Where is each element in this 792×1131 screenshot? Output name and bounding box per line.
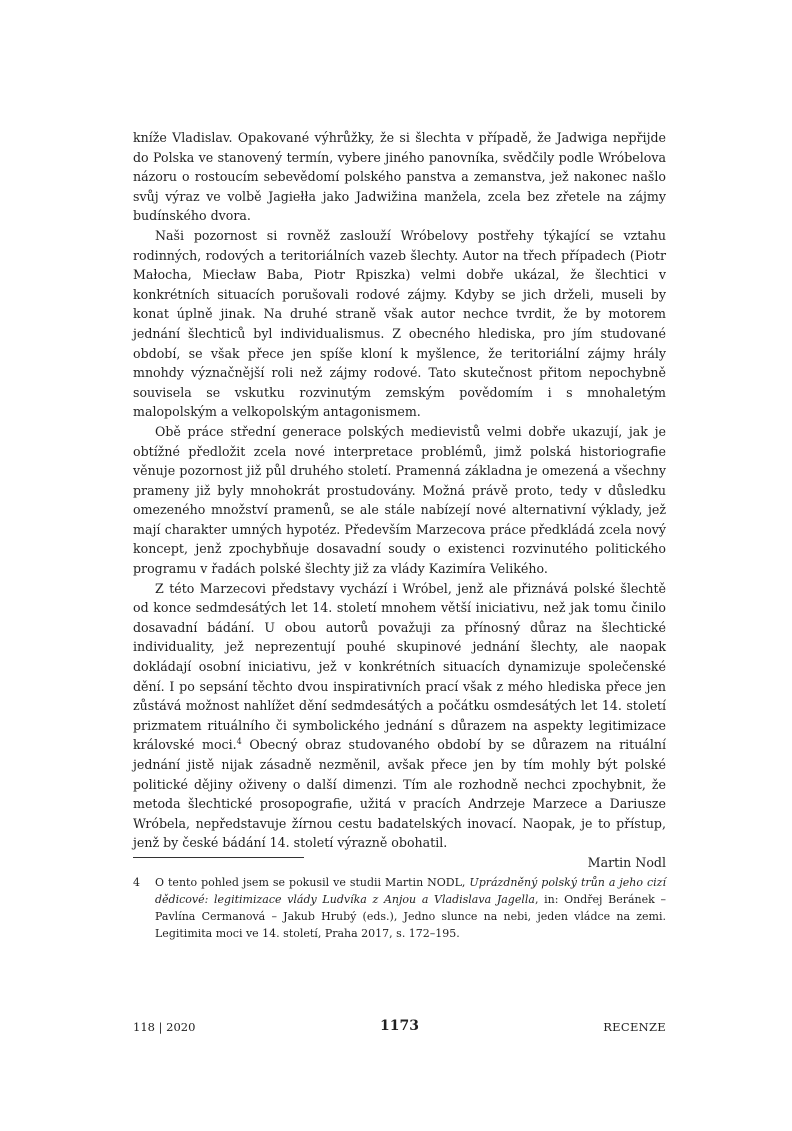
footnote-text <box>155 874 666 942</box>
body-text <box>133 128 666 873</box>
paragraph-2: Naši pozornost si rovněž zaslouží Wróbelovy postřehy týkající se vztahu rodinných, rodových a teritoriálních vazeb šlechty. Autor na třech případech (Piotr Małocha, Miecław Baba, Piotr Rpiszka) velmi dobře ukázal, že šlechtici v konkrétních situacích porušovali rodové zájmy. Kdyby se jich drželi, museli by konat úplně jinak. Na druhé straně však autor nechce tvrdit, že by motorem jednání šlechticů byl individualismus. Z obecného hlediska, pro jím studované období, se však přece jen spíše kloní k myšlence, že teritoriální zájmy hrály mnohdy význačnější roli než zájmy rodové. Tato skutečnost přitom nepochybně souvisela se vskutku rozvinutým zemským povědomím i s mnohaletým malopolským a velkopolským antagonismem. <box>133 227 666 420</box>
footnote-text-before: O tento pohled jsem se pokusil ve studii Martin NODL, <box>155 876 470 889</box>
footer-section: RECENZE <box>603 1020 666 1034</box>
paragraph-4-continuation: Obecný obraz studovaného období by se důrazem na rituální jednání jistě nijak zásadně nezměnil, avšak přece jen by tím mohly být polské politické dějiny oživeny o další dimenzi. Tím ale rozhodně nechci zpochybnit, že metoda šlechtické prosopografie, užitá v pracích Andrzeje Marzece a Dariusze Wróbela, nepředstavuje žírnou cestu badatelských inovací. Naopak, je to přístup, jenž by české bádání 14. století výrazně obohatil. <box>133 737 667 851</box>
footnote <box>133 874 666 942</box>
author-signature: Martin Nodl <box>587 854 666 870</box>
paragraph-1: kníže Vladislav. Opakované výhrůžky, že si šlechta v případě, že Jadwiga nepřijde do Polska ve stanovený termín, vybere jiného panovníka, svědčily podle Wróbelova názoru o rostoucím sebevědomí polského panstva a zemanstva, jež nakonec našlo svůj výraz ve volbě Jagiełła jako Jadwižina manžela, zcela bez zřetele na zájmy budínského dvora. <box>133 130 666 224</box>
footnote-text-after: , in: Ondřej Beránek – Pavlína Cermanová – Jakub Hrubý (eds.), Jedno slunce na nebi, jeden vládce na zemi. Legitimita moci ve 14. století, Praha 2017, s. 172–195. <box>155 893 666 940</box>
page-footer <box>133 1018 666 1038</box>
footnote-divider <box>133 857 304 858</box>
footnote-reference[interactable]: 4 <box>236 737 242 747</box>
page-number: 1173 <box>380 1018 419 1034</box>
footer-volume: 118 | 2020 <box>133 1020 196 1034</box>
footnote-title: Uprázdněný polský trůn a jeho cizí dědicové: legitimizace vlády Ludvíka z Anjou a Vladislava Jagella <box>155 876 666 906</box>
paragraph-3: Obě práce střední generace polských medievistů velmi dobře ukazují, jak je obtížné předložit zcela nové interpretace problémů, jimž polská historiografie věnuje pozornost již půl druhého století. Pramenná základna je omezená a všechny prameny již byly mnohokrát prostudovány. Možná právě proto, tedy v důsledku omezeného množství pramenů, se ale stále nabízejí nové alternativní výklady, jež mají charakter umných hypotéz. Především Marzecova práce předkládá zcela nový koncept, jenž zpochybňuje dosavadní soudy o existenci rozvinutého politického programu v řadách polské šlechty již za vlády Kazimíra Velikého. <box>133 423 666 577</box>
paragraph-4-text: Z této Marzecovi představy vychází i Wróbel, jenž ale přiznává polské šlechtě od konce sedmdesátých let 14. století mnohem větší iniciativu, než jak tomu činilo dosavadní bádání. U obou autorů považuji za přínosný důraz na šlechtické individuality, jež neprezentují pouhé skupinové jednání šlechty, ale naopak dokládají osobní iniciativu, jež v konkrétních situacích dynamizuje společenské dění. I po sepsání těchto dvou inspirativních prací však z mého hlediska přece jen zůstává možnost nahlížet dění sedmdesátých a počátku osmdesátých let 14. století prizmatem rituálního či symbolického jednání s důrazem na aspekty legitimizace královské moci. <box>133 580 666 753</box>
paragraph-4 <box>133 579 666 853</box>
footnote-number: 4 <box>133 876 140 889</box>
